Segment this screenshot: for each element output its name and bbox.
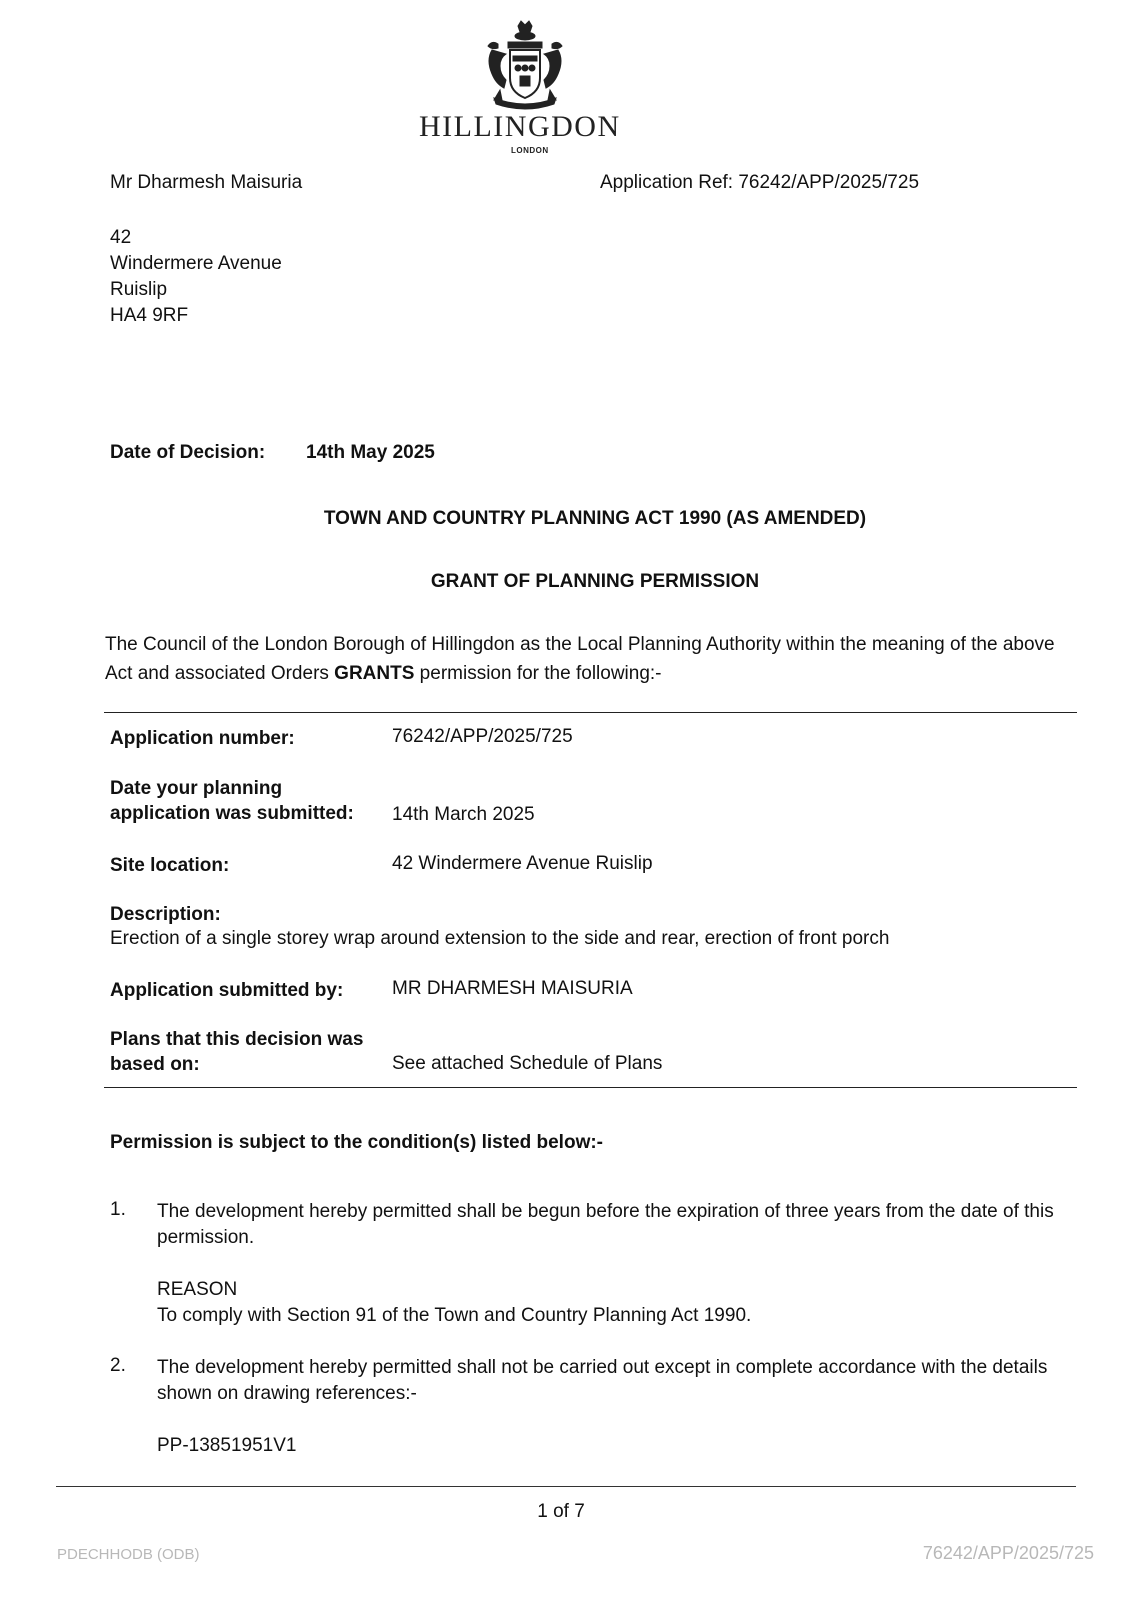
footer-right-ref: 76242/APP/2025/725 — [922, 1543, 1094, 1563]
description: Erection of a single storey wrap around extension to the side and rear, erection of front porch — [110, 928, 890, 949]
condition-text: The development hereby permitted shall not be carried out except in complete accordance with the details shown on drawing references:- — [157, 1357, 1048, 1404]
application-ref: Application Ref: 76242/APP/2025/725 — [600, 172, 920, 193]
application-number: 76242/APP/2025/725 — [392, 726, 573, 747]
condition-number: 1. — [110, 1199, 126, 1220]
footer-left-code: PDECHHODB (ODB) — [57, 1546, 200, 1563]
site-location: 42 Windermere Avenue Ruislip — [392, 853, 653, 874]
act-title: TOWN AND COUNTRY PLANNING ACT 1990 (AS AMENDED) — [323, 508, 867, 529]
reason-label: REASON — [157, 1279, 238, 1300]
plans-label: Plans that this decision was based on: — [110, 1029, 364, 1075]
address-line: Windermere Avenue — [110, 253, 282, 274]
plans-value: See attached Schedule of Plans — [392, 1053, 663, 1074]
address-line: Ruislip — [110, 279, 168, 300]
footer-divider — [56, 1486, 1076, 1487]
application-number-label: Application number: — [110, 728, 295, 749]
page-number: 1 of 7 — [537, 1501, 585, 1522]
conditions-heading: Permission is subject to the condition(s) listed below:- — [110, 1132, 603, 1153]
address-line: HA4 9RF — [110, 305, 189, 326]
brand-subtitle: LONDON — [511, 146, 549, 155]
condition-number: 2. — [110, 1355, 126, 1376]
submitted-by: MR DHARMESH MAISURIA — [392, 978, 633, 999]
submitted-date-label: Date your planning application was submitted: — [110, 778, 354, 824]
brand-name: HILLINGDON — [419, 110, 621, 143]
recipient-name: Mr Dharmesh Maisuria — [110, 172, 303, 193]
divider — [104, 1087, 1077, 1088]
address-line: 42 — [110, 227, 132, 248]
divider — [104, 712, 1077, 713]
decision-date-label: Date of Decision: — [110, 442, 266, 463]
description-label: Description: — [110, 904, 221, 925]
condition-text: The development hereby permitted shall be begun before the expiration of three years from the date of this permission. — [157, 1201, 1054, 1248]
coat-of-arms-icon — [480, 20, 570, 112]
site-location-label: Site location: — [110, 855, 230, 876]
reason-text: To comply with Section 91 of the Town and Country Planning Act 1990. — [157, 1305, 752, 1326]
submitted-date: 14th March 2025 — [392, 804, 535, 825]
submitted-by-label: Application submitted by: — [110, 980, 344, 1001]
drawing-reference: PP-13851951V1 — [157, 1435, 297, 1456]
grant-title: GRANT OF PLANNING PERMISSION — [430, 571, 760, 592]
intro-paragraph: The Council of the London Borough of Hillingdon as the Local Planning Authority within the meaning of the above Act and associated Orders GRANTS permission for the following:- — [105, 634, 1055, 684]
decision-date: 14th May 2025 — [306, 442, 435, 463]
